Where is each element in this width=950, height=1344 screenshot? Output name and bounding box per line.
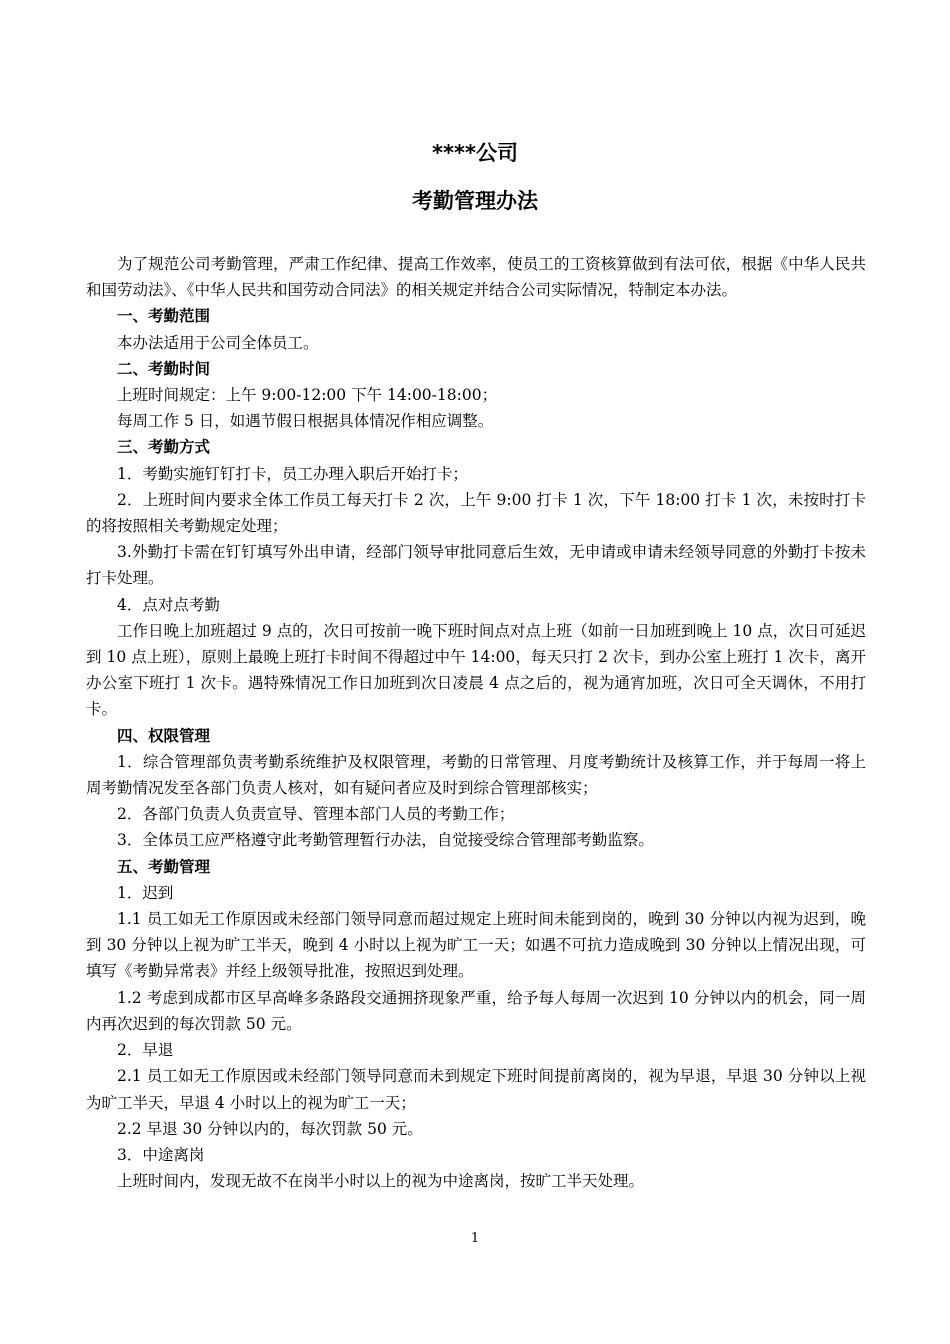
paragraph: 每周工作 5 日，如遇节假日根据具体情况作相应调整。 [117,412,494,431]
paragraph: 2．各部门负责人负责宣导、管理本部门人员的考勤工作； [117,805,515,824]
section-heading-time: 二、考勤时间 [117,359,211,378]
paragraph: 3．全体员工应严格遵守此考勤管理暂行办法，自觉接受综合管理部考勤监察。 [117,831,654,850]
paragraph: 1．迟到 [117,883,174,902]
section-heading-permissions: 四、权限管理 [117,726,211,745]
paragraph: 2．上班时间内要求全体工作员工每天打卡 2 次，上午 9:00 打卡 1 次，下午 18:00 打卡 1 次，未按时打卡的将按照相关考勤规定处理； [86,490,866,536]
paragraph: 2.1 员工如无工作原因或未经部门领导同意而未到规定下班时间提前离岗的，视为早退，早退 30 分钟以上视为旷工半天，早退 4 小时以上的视为旷工一天； [86,1067,866,1112]
section-heading-scope: 一、考勤范围 [117,307,211,326]
paragraph: 1.1 员工如无工作原因或未经部门领导同意而超过规定上班时间未能到岗的，晚到 30 分钟以内视为迟到，晚到 30 分钟以上视为旷工半天，晚到 4 小时以上视为旷工一天；如遇不可抗力造成晚到 30 分钟以上情况出现，可填写《考勤异常表》并经上级领导批准，按照迟到处理。 [86,910,866,981]
paragraph: 3．中途离岗 [117,1145,205,1164]
paragraph: 上班时间规定：上午 9:00-12:00 下午 14:00-18:00； [117,386,498,405]
paragraph: 2.2 早退 30 分钟以内的，每次罚款 50 元。 [117,1119,423,1138]
paragraph: 2．早退 [117,1041,174,1060]
paragraph: 1．综合管理部负责考勤系统维护及权限管理，考勤的日常管理、月度考勤统计及核算工作，并于每周一将上周考勤情况发至各部门负责人核对，如有疑问者应及时到综合管理部核实； [86,752,866,798]
paragraph: 4．点对点考勤 [117,595,220,614]
paragraph: 上班时间内，发现无故不在岗半小时以上的视为中途离岗，按旷工半天处理。 [117,1172,645,1191]
paragraph: 3.外勤打卡需在钉钉填写外出申请，经部门领导审批同意后生效，无申请或申请未经领导同意的外勤打卡按未打卡处理。 [86,543,866,588]
section-heading-management: 五、考勤管理 [117,857,211,876]
page-number: 1 [470,1231,480,1246]
paragraph: 1.2 考虑到成都市区早高峰多条路段交通拥挤现象严重，给予每人每周一次迟到 10 分钟以内的机会，同一周内再次迟到的每次罚款 50 元。 [86,988,866,1033]
paragraph: 本办法适用于公司全体员工。 [117,333,319,352]
intro-paragraph: 为了规范公司考勤管理，严肃工作纪律、提高工作效率，使员工的工资核算做到有法可依，根据《中华人民共和国劳动法》、《中华人民共和国劳动合同法》的相关规定并结合公司实际情况，特制定本办法。 [86,255,866,300]
document-title: 考勤管理办法 [412,189,538,213]
paragraph: 1．考勤实施钉钉打卡，员工办理入职后开始打卡； [117,464,468,483]
company-title: ****公司 [432,141,518,165]
section-heading-method: 三、考勤方式 [117,438,211,457]
document-body [86,251,866,1194]
paragraph: 工作日晚上加班超过 9 点的，次日可按前一晚下班时间点对点上班（如前一日加班到晚上 10 点，次日可延迟到 10 点上班），原则上最晚上班打卡时间不得超过中午 14:00，每天只打 2 次卡，到办公室上班打 1 次卡，离开办公室下班打 1 次卡。遇特殊情况工作日加班到次日凌晨 4 点之后的，视为通宵加班，次日可全天调休，不用打卡。 [86,621,866,719]
